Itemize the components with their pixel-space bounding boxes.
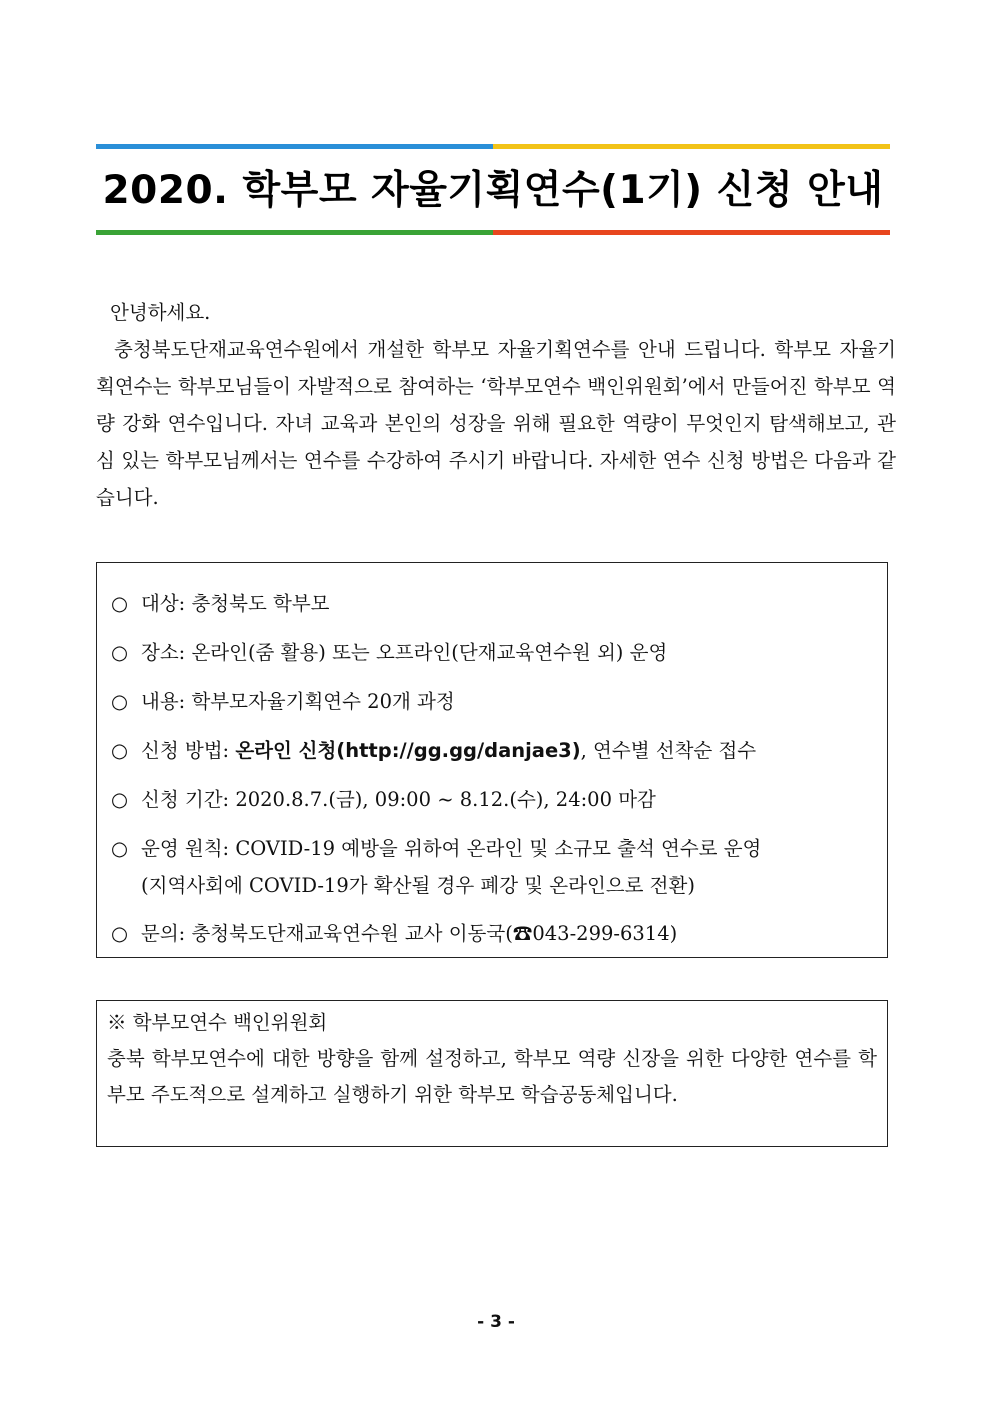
title-top-bar-left: [96, 144, 493, 149]
info-content-text: 내용: 학부모자율기획연수 20개 과정: [141, 690, 455, 713]
info-list: [111, 585, 879, 964]
phone-icon: ☎: [512, 922, 533, 945]
title-bottom-bar: [96, 230, 890, 235]
info-contact-prefix: 문의: 충청북도단재교육연수원 교사 이동국(: [141, 922, 513, 945]
info-contact-phone: 043-299-6314): [532, 922, 678, 945]
note-body: 충북 학부모연수에 대한 방향을 함께 설정하고, 학부모 역량 신장을 위한 다양한 연수를 학부모 주도적으로 설계하고 실행하기 위한 학부모 학습공동체입니다.: [107, 1047, 877, 1106]
info-target-text: 대상: 충청북도 학부모: [141, 592, 330, 615]
info-place-text: 장소: 온라인(줌 활용) 또는 오프라인(단재교육연수원 외) 운영: [141, 641, 668, 664]
bullet-icon: ○: [111, 690, 129, 713]
bullet-icon: ○: [111, 739, 129, 762]
page-title: 2020. 학부모 자율기획연수(1기) 신청 안내: [102, 168, 884, 213]
info-method-suffix: , 연수별 선착순 접수: [580, 739, 757, 762]
bullet-icon: ○: [111, 592, 129, 615]
greeting-text: 안녕하세요.: [110, 301, 211, 324]
info-item-principle: [111, 830, 879, 904]
title-top-bar-right: [493, 144, 890, 149]
page-number: - 3 -: [477, 1312, 515, 1332]
bullet-icon: ○: [111, 922, 129, 945]
info-principle-note: (지역사회에 COVID-19가 확산될 경우 폐강 및 온라인으로 전환): [141, 874, 695, 897]
info-item-place: [111, 634, 879, 672]
info-principle-text: 운영 원칙: COVID-19 예방을 위하여 온라인 및 소규모 출석 연수로 운영: [141, 837, 762, 860]
bullet-icon: ○: [111, 788, 129, 811]
info-item-period: [111, 781, 879, 819]
application-link[interactable]: 온라인 신청(http://gg.gg/danjae3): [235, 739, 581, 762]
title-bottom-bar-left: [96, 230, 493, 235]
info-item-contact: [111, 915, 879, 953]
bullet-icon: ○: [111, 837, 129, 860]
info-method-prefix: 신청 방법:: [141, 739, 236, 762]
info-item-method: [111, 732, 879, 770]
note-box: [96, 1000, 888, 1147]
intro-paragraph: 충청북도단재교육연수원에서 개설한 학부모 자율기획연수를 안내 드립니다. 학부모 자율기획연수는 학부모님들이 자발적으로 참여하는 ‘학부모연수 백인위원회’에서 만들어진 학부모 역량 강화 연수입니다. 자녀 교육과 본인의 성장을 위해 필요한 역량이 무엇인지 탐색해보고, 관심 있는 학부모님께서는 연수를 수강하여 주시기 바랍니다. 자세한 연수 신청 방법은 다음과 같습니다.: [96, 338, 896, 509]
note-heading: ※ 학부모연수 백인위원회: [107, 1011, 328, 1034]
info-item-content: [111, 683, 879, 721]
bullet-icon: ○: [111, 641, 129, 664]
intro-section: [96, 294, 896, 516]
title-top-bar: [96, 144, 890, 149]
info-box: [96, 562, 888, 958]
title-bottom-bar-right: [493, 230, 890, 235]
info-period-text: 신청 기간: 2020.8.7.(금), 09:00 ~ 8.12.(수), 24:00 마감: [141, 788, 656, 811]
info-item-target: [111, 585, 879, 623]
